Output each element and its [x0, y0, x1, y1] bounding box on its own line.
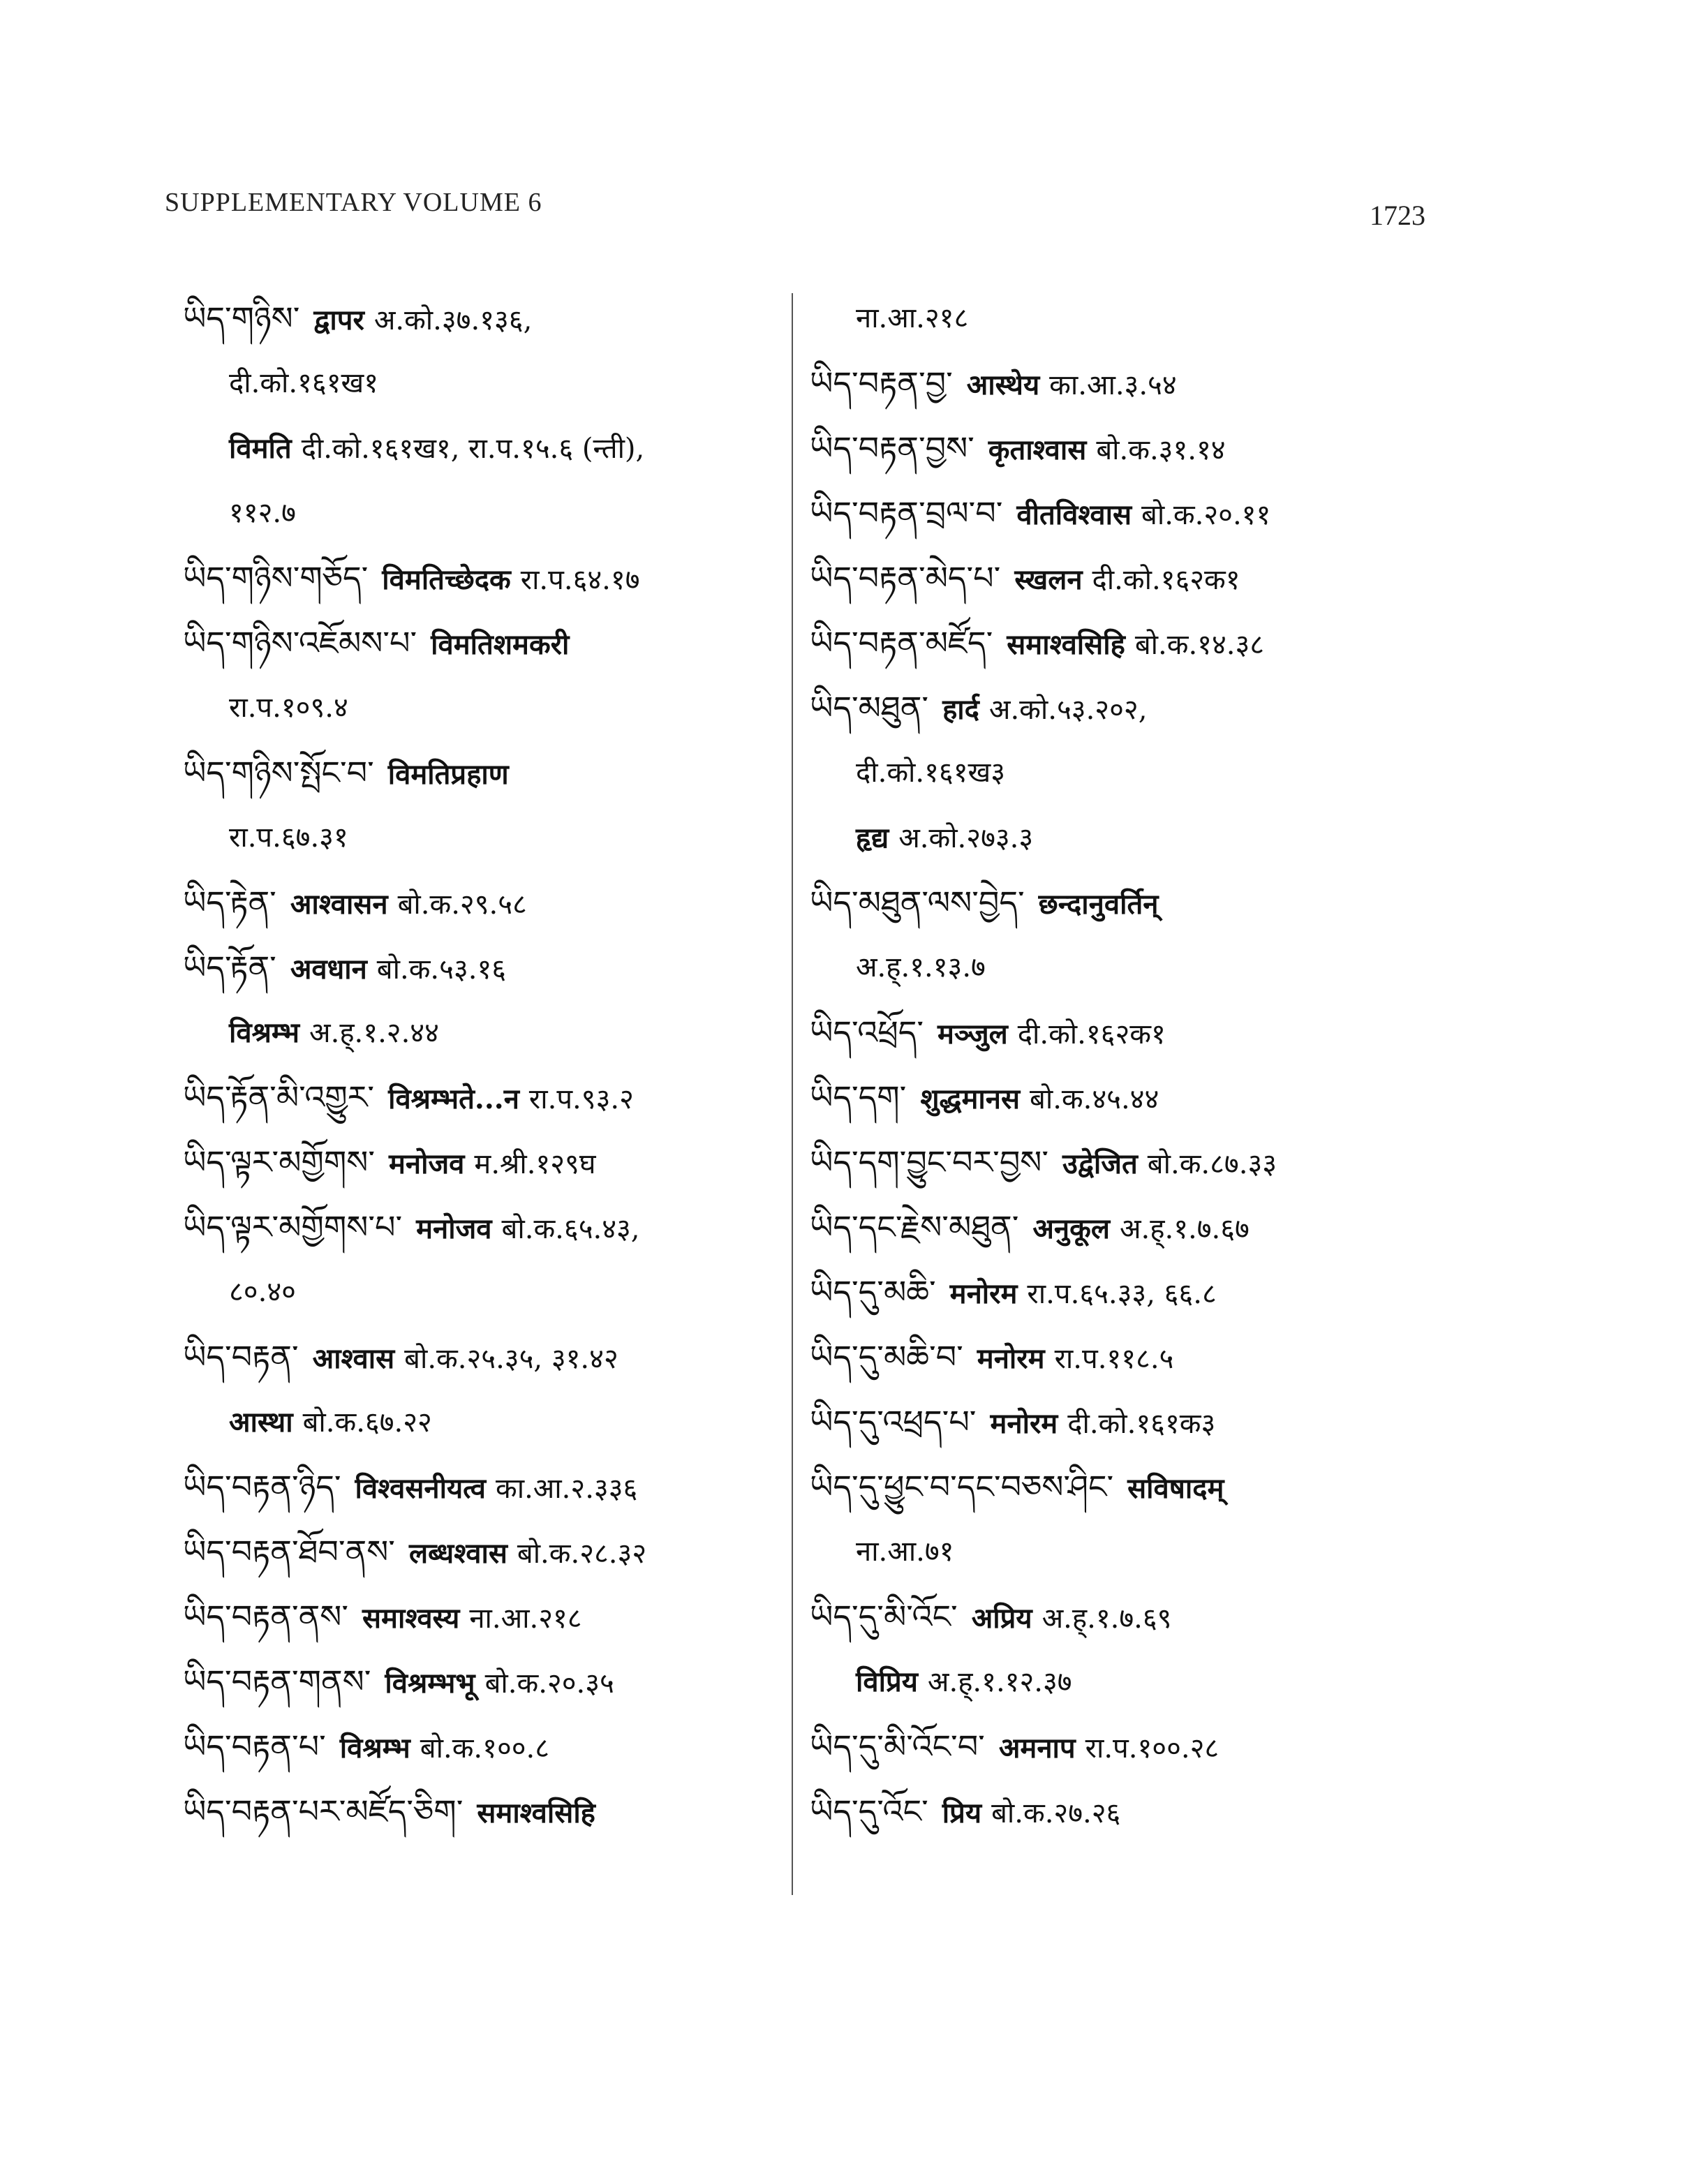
dictionary-entry-line	[810, 870, 1410, 935]
source-reference: ना.आ.२१८	[856, 302, 969, 334]
sanskrit-term: आस्था	[229, 1406, 293, 1439]
dictionary-entry-line	[810, 676, 1410, 741]
dictionary-entry-line	[183, 870, 776, 935]
source-reference: अ.ह्.१.७.६९	[1042, 1603, 1172, 1635]
dictionary-entry-line	[183, 1130, 776, 1195]
source-reference: बो.क.२०.११	[1141, 499, 1271, 531]
dictionary-entry-line	[810, 1649, 1410, 1714]
sanskrit-term: हार्द	[942, 693, 979, 726]
column-divider	[792, 293, 793, 1895]
tibetan-headword: ཡིད་མཐུན་	[810, 689, 929, 727]
source-reference: अ.को.५३.२०२,	[988, 694, 1148, 726]
left-column	[183, 286, 776, 1844]
right-column	[810, 286, 1410, 1844]
sanskrit-term: विश्रम्भभू	[385, 1667, 475, 1700]
source-reference: बो.क.५३.१६	[376, 953, 507, 986]
sanskrit-term: विश्रम्भते...न	[388, 1083, 519, 1115]
tibetan-headword: ཡིད་བརྟན་ནས་	[183, 1598, 348, 1635]
sanskrit-term: शुद्धमानस	[920, 1083, 1021, 1115]
tibetan-headword: ཡིད་བརྟན་མེད་པ་	[810, 559, 1001, 597]
tibetan-headword: ཡིད་གཉིས་འཇོམས་པ་	[183, 624, 417, 662]
source-reference: दी.को.१६१ख३	[856, 757, 1006, 789]
source-reference: रा.प.९३.२	[528, 1083, 634, 1115]
source-reference: बो.क.२८.३२	[517, 1538, 647, 1570]
source-reference: दी.को.१६१क३	[1067, 1408, 1216, 1440]
dictionary-entry-line	[183, 481, 776, 546]
tibetan-headword: ཡིད་གཉིས་	[183, 299, 300, 337]
source-reference: रा.प.६७.३१	[229, 822, 348, 854]
dictionary-entry-line	[183, 1390, 776, 1455]
source-reference: रा.प.११८.५	[1054, 1343, 1174, 1375]
tibetan-headword: ཡིད་བརྟན་ཐོབ་ནས་	[183, 1533, 395, 1570]
tibetan-headword: ཡིད་གཉིས་གཅོད་	[183, 559, 369, 597]
source-reference: बो.क.१४.३८	[1134, 629, 1265, 661]
source-reference: रा.प.१०९.४	[229, 692, 348, 724]
sanskrit-term: उद्वेजित	[1062, 1147, 1138, 1180]
source-reference: म.श्री.१२९घ	[474, 1148, 596, 1180]
tibetan-headword: ཡིད་ལྟར་མགྱོགས་པ་	[183, 1208, 403, 1246]
source-reference: अ.को.२७३.३	[898, 822, 1034, 854]
source-reference: अ.ह्.१.७.६७	[1119, 1213, 1250, 1245]
dictionary-entry-line	[183, 1000, 776, 1065]
source-reference: बो.क.६५.४३,	[501, 1213, 640, 1245]
dictionary-entry-line	[810, 351, 1410, 416]
tibetan-headword: ཡིད་དུ་འོང་	[810, 1792, 928, 1830]
tibetan-headword: ཡིད་དག་	[810, 1078, 907, 1116]
source-reference: अ.ह्.१.१३.७	[856, 951, 986, 983]
dictionary-entry-line	[810, 805, 1410, 870]
source-reference: बो.क.२५.३५, ३१.४२	[404, 1343, 618, 1375]
dictionary-entry-line	[810, 611, 1410, 676]
tibetan-headword: ཡིད་རྟེན་	[183, 884, 276, 921]
sanskrit-term: लब्धश्वास	[408, 1537, 507, 1570]
dictionary-entry-line	[183, 1520, 776, 1584]
tibetan-headword: ཡིད་དང་རྗེས་མཐུན་	[810, 1208, 1019, 1246]
sanskrit-term: विश्वसनीयत्व	[355, 1472, 486, 1505]
tibetan-headword: ཡིད་བརྟན་པར་མཛོད་ཅིག་	[183, 1792, 464, 1830]
source-reference: बो.क.२०.३५	[484, 1667, 614, 1700]
tibetan-headword: ཡིད་བརྟན་བྲལ་བ་	[810, 494, 1003, 532]
sanskrit-term: मनोजव	[416, 1212, 492, 1245]
tibetan-headword: ཡིད་བརྟན་བྱས་	[810, 429, 974, 467]
dictionary-entry-line	[810, 1714, 1410, 1779]
tibetan-headword: ཡིད་དུ་མཆི་	[810, 1273, 936, 1311]
source-reference: बो.क.८७.३३	[1147, 1148, 1277, 1180]
source-reference: बो.क.६७.२२	[302, 1406, 432, 1439]
sanskrit-term: छन्दानुवर्तिन्	[1038, 888, 1159, 921]
dictionary-entry-line	[810, 416, 1410, 481]
dictionary-entry-line	[183, 1455, 776, 1520]
source-reference: रा.प.६५.३३, ६६.८	[1027, 1278, 1217, 1310]
source-reference: का.आ.३.५४	[1049, 369, 1177, 401]
sanskrit-term: मनोरम	[977, 1342, 1045, 1375]
dictionary-entry-line	[810, 1130, 1410, 1195]
dictionary-entry-line	[810, 1065, 1410, 1130]
tibetan-headword: ཡིད་མཐུན་ལས་བྱེད་	[810, 884, 1025, 921]
page-number: 1723	[1370, 200, 1425, 231]
dictionary-entry-line	[183, 611, 776, 676]
source-reference: बो.क.२७.२६	[991, 1797, 1121, 1829]
dictionary-entry-line	[810, 1000, 1410, 1065]
sanskrit-term: विमति	[229, 432, 292, 465]
source-reference: बो.क.२९.५८	[397, 889, 527, 921]
sanskrit-term: विमतिप्रहाण	[387, 758, 509, 791]
dictionary-entry-line	[810, 1584, 1410, 1649]
dictionary-entry-line	[810, 1195, 1410, 1260]
dictionary-entry-line	[810, 935, 1410, 1000]
running-header: SUPPLEMENTARY VOLUME 6	[165, 188, 542, 217]
sanskrit-term: विप्रिय	[856, 1665, 918, 1698]
tibetan-headword: ཡིད་རྟོན་	[183, 949, 276, 986]
dictionary-entry-line	[183, 935, 776, 1000]
tibetan-headword: ཡིད་དུ་མཆི་བ་	[810, 1338, 963, 1376]
dictionary-entry-line	[183, 1065, 776, 1130]
dictionary-entry-line	[183, 741, 776, 805]
source-reference: दी.को.१६१ख१, रा.प.१५.६ (न्ती),	[301, 433, 645, 465]
tibetan-headword: ཡིད་བརྟན་ཉིད་	[183, 1468, 341, 1506]
sanskrit-term: अनुकूल	[1032, 1212, 1110, 1245]
dictionary-entry-line	[183, 676, 776, 741]
sanskrit-term: समाश्वसिहि	[477, 1797, 595, 1829]
dictionary-entry-line	[810, 1390, 1410, 1455]
dictionary-entry-line	[810, 1779, 1410, 1844]
source-reference: दी.को.१६१ख१	[229, 367, 379, 399]
sanskrit-term: समाश्वसिहि	[1007, 628, 1125, 661]
sanskrit-term: आस्थेय	[966, 369, 1040, 401]
sanskrit-term: अमनाप	[998, 1732, 1076, 1765]
sanskrit-term: सविषादम्	[1127, 1472, 1224, 1505]
sanskrit-term: मनोजव	[389, 1147, 465, 1180]
tibetan-headword: ཡིད་དུ་ཕྱུང་བ་དང་བཅས་ཤིང་	[810, 1468, 1114, 1506]
tibetan-headword: ཡིད་དུ་མི་འོང་	[810, 1598, 958, 1635]
sanskrit-term: हृद्य	[856, 822, 889, 854]
source-reference: बो.क.४५.४४	[1030, 1083, 1159, 1115]
sanskrit-term: मञ्जुल	[937, 1018, 1008, 1050]
tibetan-headword: ཡིད་བརྟན་གནས་	[183, 1663, 371, 1700]
sanskrit-term: मनोरम	[990, 1407, 1058, 1440]
source-reference: का.आ.२.३३६	[496, 1473, 638, 1505]
tibetan-headword: ཡིད་བརྟན་	[183, 1338, 299, 1376]
dictionary-entry-line	[183, 805, 776, 870]
sanskrit-term: आश्वास	[312, 1342, 395, 1375]
sanskrit-term: अवधान	[290, 953, 367, 986]
source-reference: ना.आ.७१	[856, 1536, 954, 1568]
source-reference: बो.क.१००.८	[420, 1732, 550, 1765]
dictionary-entry-line	[183, 1195, 776, 1260]
tibetan-headword: ཡིད་ལྟར་མགྱོགས་	[183, 1143, 375, 1181]
sanskrit-term: समाश्वस्य	[362, 1602, 460, 1635]
source-reference: ना.आ.२१८	[469, 1603, 582, 1635]
source-reference: बो.क.३१.१४	[1096, 434, 1226, 466]
dictionary-entry-line	[810, 1260, 1410, 1325]
sanskrit-term: विमतिशमकरी	[431, 628, 570, 661]
dictionary-entry-line	[810, 1455, 1410, 1520]
source-reference: दी.को.१६२क१	[1092, 564, 1240, 596]
tibetan-headword: ཡིད་བརྟན་པ་	[183, 1728, 326, 1765]
source-reference: रा.प.१००.२८	[1085, 1732, 1220, 1765]
source-reference: दी.को.१६२क१	[1017, 1018, 1166, 1050]
sanskrit-term: विश्रम्भ	[339, 1732, 410, 1765]
sanskrit-term: द्वापर	[313, 304, 364, 336]
dictionary-entry-line	[810, 1520, 1410, 1584]
dictionary-entry-line	[183, 1584, 776, 1649]
tibetan-headword: ཡིད་དག་བྱུང་བར་བྱས་	[810, 1143, 1049, 1181]
tibetan-headword: ཡིད་དུ་མི་འོང་བ་	[810, 1728, 985, 1765]
source-reference: अ.ह्.१.२.४४	[309, 1017, 439, 1049]
sanskrit-term: विश्रम्भ	[229, 1016, 300, 1049]
tibetan-headword: ཡིད་དུ་འཕྲད་པ་	[810, 1403, 977, 1441]
dictionary-entry-line	[183, 1260, 776, 1325]
tibetan-headword: ཡིད་གཉིས་སྤོང་བ་	[183, 754, 374, 792]
dictionary-entry-line	[183, 351, 776, 416]
source-reference: ८०.४०	[229, 1276, 296, 1308]
sanskrit-term: आश्वासन	[290, 888, 388, 921]
sanskrit-term: प्रिय	[942, 1797, 982, 1829]
sanskrit-term: मनोरम	[949, 1277, 1018, 1310]
dictionary-entry-line	[183, 286, 776, 351]
dictionary-entry-line	[810, 481, 1410, 546]
tibetan-headword: ཡིད་འཕྲོད་	[810, 1013, 924, 1051]
dictionary-entry-line	[183, 1779, 776, 1844]
dictionary-entry-line	[183, 1649, 776, 1714]
source-reference: रा.प.६४.१७	[520, 564, 640, 596]
sanskrit-term: वीतविश्वास	[1016, 498, 1132, 531]
sanskrit-term: विमतिच्छेदक	[382, 563, 511, 596]
sanskrit-term: कृताश्वास	[988, 433, 1087, 466]
dictionary-entry-line	[810, 546, 1410, 611]
dictionary-entry-line	[810, 286, 1410, 351]
sanskrit-term: अप्रिय	[971, 1602, 1032, 1635]
dictionary-entry-line	[810, 741, 1410, 805]
tibetan-headword: ཡིད་བརྟན་མཛོད་	[810, 624, 993, 662]
source-reference: अ.ह्.१.१२.३७	[927, 1666, 1072, 1698]
dictionary-entry-line	[183, 1325, 776, 1390]
dictionary-entry-line	[810, 1325, 1410, 1390]
tibetan-headword: ཡིད་བརྟན་བྱ་	[810, 364, 953, 402]
dictionary-entry-line	[183, 546, 776, 611]
sanskrit-term: स्खलन	[1014, 563, 1083, 596]
dictionary-entry-line	[183, 416, 776, 481]
source-reference: अ.को.३७.१३६,	[373, 304, 533, 336]
source-reference: ११२.७	[229, 497, 296, 529]
dictionary-entry-line	[183, 1714, 776, 1779]
tibetan-headword: ཡིད་རྟོན་མི་འགྱུར་	[183, 1078, 375, 1116]
